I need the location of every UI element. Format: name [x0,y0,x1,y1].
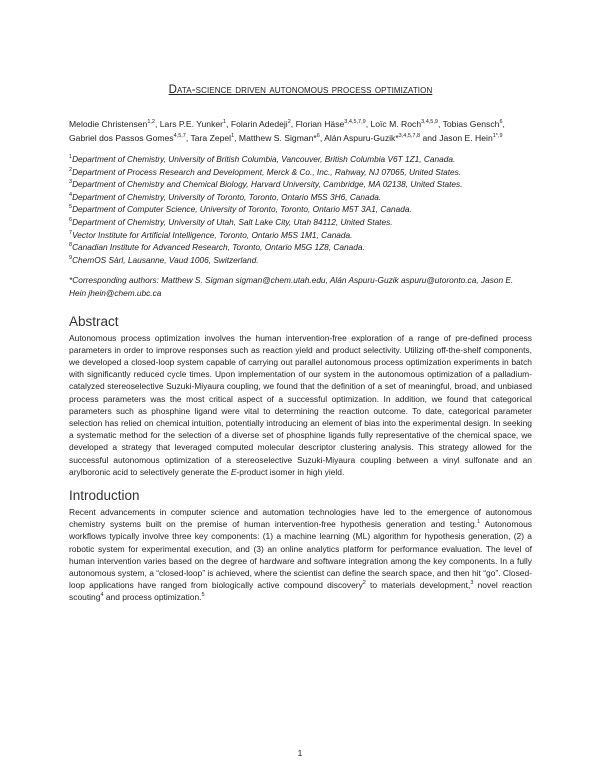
affiliation-item [69,254,532,267]
intro-text-1: Recent advancements in computer science and automation technologies have led to the emergence of autonomous chemistry systems built on the premise of human intervention-free hypothesis generation and testing. [69,506,532,530]
author-name: Gabriel dos Passos Gomes [69,132,174,143]
author-name: Lars P.E. Yunker [159,119,224,129]
affiliation-text: Vector Institute for Artificial Intelligence, Toronto, Ontario M5S 1M1, Canada. [72,229,353,240]
author-affiliation-marker: 2 [287,119,291,126]
citation-ref: 5 [201,592,205,599]
intro-text-5: and process optimization. [103,592,202,603]
abstract-heading: Abstract [69,313,119,329]
abstract-text [69,332,532,478]
affiliation-number: 3 [69,179,73,186]
affiliation-number: 5 [69,204,73,211]
citation-ref: 4 [100,592,104,599]
author-affiliation-marker: 6 [499,119,503,126]
affiliation-list [69,153,532,266]
author-name: Florian Häse [295,119,345,129]
affiliation-text: Department of Chemistry, University of Utah, Salt Lake City, Utah 84112, United States. [72,216,393,227]
abstract-body-end: -product isomer in high yield. [236,466,345,477]
author-name: Tara Zepel [190,132,232,143]
affiliation-number: 6 [69,217,73,224]
author-affiliation-marker: 3,4,5,7,8 [398,132,421,139]
affiliation-item [69,241,532,254]
author-affiliation-marker: 1,2 [147,119,155,126]
corresponding-authors: *Corresponding authors: Matthew S. Sigman sigman@chem.utah.edu, Alán Aspuru-Guzik aspuru@utoronto.ca, Jason E. Hein jhein@chem.ubc.ca [69,275,514,298]
author-affiliation-marker: 1 [231,132,235,139]
author-affiliation-marker: 3,4,5,7,9 [344,119,366,126]
author-name: Alán Aspuru-Guzik* [324,132,399,143]
author-affiliation-marker: 1*,9 [492,132,503,139]
author-affiliation-marker: 3,4,5,9 [421,119,438,126]
author-name: Loïc M. Roch [370,119,422,129]
affiliation-number: 2 [69,166,73,173]
author-name: Folarin Adedeji [230,119,288,129]
abstract-italic-e: E [230,466,237,477]
affiliation-text: Department of Chemistry, University of British Columbia, Vancouver, British Columbia V6T 1Z1, Canada. [72,154,456,164]
affiliation-number: 9 [69,254,73,261]
intro-text-3: to materials development, [365,580,471,591]
affiliation-text: ChemOS Sàrl, Lausanne, Vaud 1006, Switzerland. [72,254,259,265]
introduction-text [69,506,532,604]
affiliation-text: Department of Chemistry, University of Toronto, Toronto, Ontario M5S 3H6, Canada. [72,191,382,202]
paper-title: Data-science driven autonomous process optimization [168,84,433,96]
author-affiliation-marker: 4,5,7 [173,132,186,139]
affiliation-number: 8 [69,242,73,249]
author-conjunction: and [422,132,437,143]
abstract-body: Autonomous process optimization involves the human intervention-free exploration of a range of pre-defined process parameters in order to improve responses such as reaction yield and product selectivity. Utilizing off-the-shelf components, we developed a closed-loop system capable of carrying out parallel autonomous process optimization experiments in batch with significantly reduced cycle times. Upon implementation of our system in the autonomous optimization of a palladium-catalyzed stereoselective Suzuki-Miyaura coupling, we found that the definition of a set of meaningful, broad, and unbiased process parameters was the most critical aspect of a successful optimization. In addition, we found that categorical parameters such as phosphine ligand were vital to determining the reaction outcome. To date, categorical parameter selection has relied on chemical intuition, potentially introducing an element of bias into the experimental design. In seeking a systematic method for the selection of a diverse set of phosphine ligands fully representative of the chemical space, we developed a strategy that leveraged computed molecular descriptor clustering analysis. This strategy allowed for the successful autonomous optimization of a stereoselective Suzuki-Miyaura coupling between a vinyl sulfonate and an arylboronic acid to selectively generate the [69,332,532,477]
intro-text-4: novel reaction scouting [69,580,532,603]
affiliation-text: Department of Process Research and Development, Merck & Co., Inc., Rahway, NJ 07065, United States. [72,166,462,177]
citation-ref: 3 [470,580,474,587]
affiliation-item [69,191,532,204]
author-list: Melodie Christensen$^{1,2}$, Lars P.E. Yunker$^1$, Folarin Adedeji$^2$, Florian Häse$^{3,4,5,7,9}$, Loïc M. Roch$^{3,4,5,9}$, Tobias Gensch$^6$, Gabriel dos Passos Gomes$^{4,5,7}$, Tara Zepel$^1$, Matthew S. Sigman*$^6$, Alán Aspuru-Guzik*$^{3,4,5,7,8}$ and Jason E. Hein$^{1*,9}$ [69,119,505,143]
affiliation-item [69,203,532,216]
affiliation-item [69,216,532,229]
citation-ref: 1 [477,519,481,526]
author-affiliation-marker: 6 [316,132,320,139]
author-name: Matthew S. Sigman* [238,132,317,143]
intro-text-2: Autonomous workflows typically involve three key components: (1) a machine learning (ML) algorithm for hypothesis generation, (2) a robotic system for experimental execution, and (3) an online analytics platform for performance evaluation. The level of human intervention varies based on the degree of hardware and software integration among the key components. In a fully autonomous system, a “closed-loop” is achieved, where the scientist can define the search space, and then hit “go”. Closed-loop applications have ranged from biologically active compound discovery [69,519,532,591]
affiliation-text: Department of Computer Science, University of Toronto, Toronto, Ontario M5T 3A1, Canada. [72,204,412,215]
affiliation-number: 4 [69,192,73,199]
affiliation-item [69,178,532,191]
author-affiliation-marker: 1 [223,119,227,126]
affiliation-number: 1 [69,154,73,161]
introduction-heading: Introduction [69,487,140,503]
page-number: 1 [297,748,303,758]
affiliation-item [69,153,532,166]
author-name: Jason E. Hein [439,132,493,143]
affiliation-item [69,229,532,242]
affiliation-item [69,166,532,179]
author-name: Tobias Gensch [442,119,500,129]
affiliation-number: 7 [69,229,73,236]
author-name: Melodie Christensen [69,119,148,129]
affiliation-text: Canadian Institute for Advanced Research, Toronto, Ontario M5G 1Z8, Canada. [72,242,365,253]
citation-ref: 2 [362,580,366,587]
affiliation-text: Department of Chemistry and Chemical Biology, Harvard University, Cambridge, MA 02138, United States. [72,179,463,190]
